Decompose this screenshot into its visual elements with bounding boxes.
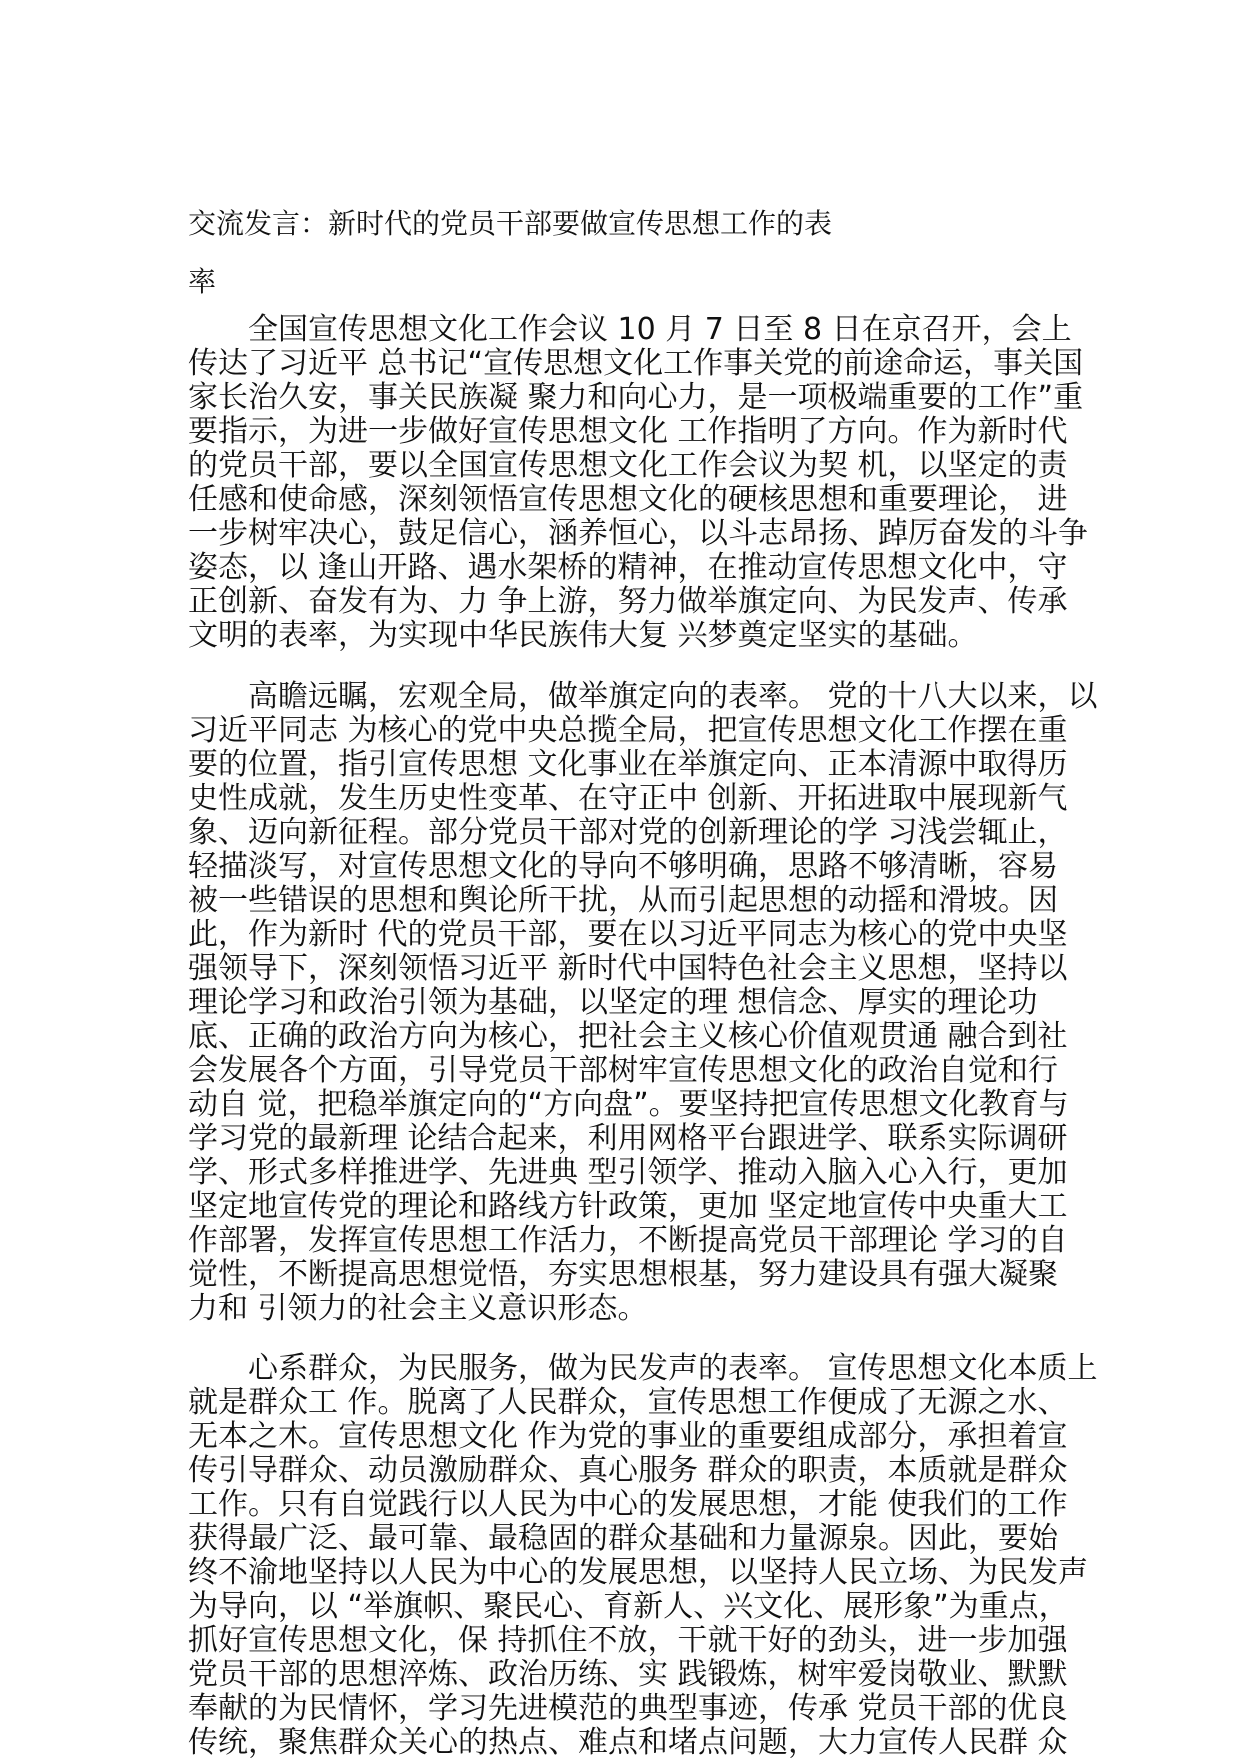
text-line: 无本之木。宣传思想文化 作为党的事业的重要组成部分，承担着宣 — [188, 1419, 1068, 1454]
text-line: 强领导下，深刻领悟习近平 新时代中国特色社会主义思想，坚持以 — [188, 951, 1068, 986]
text-line: 工作。只有自觉践行以人民为中心的发展思想，才能 使我们的工作 — [188, 1487, 1068, 1522]
text-line: 史性成就，发生历史性变革、在守正中 创新、开拓进取中展现新气 — [188, 781, 1068, 816]
text-line: 终不渝地坚持以人民为中心的发展思想，以坚持人民立场、为民发声 — [188, 1555, 1088, 1590]
text-line: 会发展各个方面，引导党员干部树牢宣传思想文化的政治自觉和行 — [188, 1053, 1058, 1088]
text-line: 心系群众，为民服务，做为民发声的表率。 宣传思想文化本质上 — [188, 1351, 1098, 1386]
text-line: 家长治久安，事关民族凝 聚力和向心力，是一项极端重要的工作”重 — [188, 380, 1084, 415]
text-line: 奉献的为民情怀，学习先进模范的典型事迹，传承 党员干部的优良 — [188, 1691, 1068, 1726]
text-line: 要指示，为进一步做好宣传思想文化 工作指明了方向。作为新时代 — [188, 414, 1068, 449]
text-line: 传引导群众、动员激励群众、真心服务 群众的职责，本质就是群众 — [188, 1453, 1068, 1488]
text-line: 文明的表率，为实现中华民族伟大复 兴梦奠定坚实的基础。 — [188, 618, 978, 653]
text-line: 学习党的最新理 论结合起来，利用网格平台跟进学、联系实际调研 — [188, 1121, 1068, 1156]
text-line: 象、迈向新征程。部分党员干部对党的创新理论的学 习浅尝辄止， — [188, 815, 1068, 850]
text-line: 正创新、奋发有为、力 争上游，努力做举旗定向、为民发声、传承 — [188, 584, 1068, 619]
text-line: 习近平同志 为核心的党中央总揽全局，把宣传思想文化工作摆在重 — [188, 713, 1068, 748]
text-line: 传达了习近平 总书记“宣传思想文化工作事关党的前途命运，事关国 — [188, 346, 1084, 381]
text-line: 底、正确的政治方向为核心，把社会主义核心价值观贯通 融合到社 — [188, 1019, 1068, 1054]
title-line: 交流发言：新时代的党员干部要做宣传思想工作的表 — [188, 207, 833, 240]
text-line: 学、形式多样推进学、先进典 型引领学、推动入脑入心入行，更加 — [188, 1155, 1068, 1190]
text-line: 党员干部的思想淬炼、政治历练、实 践锻炼，树牢爱岗敬业、默默 — [188, 1657, 1068, 1692]
paragraph-2 — [188, 679, 1098, 1326]
text-line: 动自 觉，把稳举旗定向的“方向盘”。要坚持把宣传思想文化教育与 — [188, 1087, 1069, 1122]
text-line: 就是群众工 作。脱离了人民群众，宣传思想工作便成了无源之水、 — [188, 1385, 1068, 1420]
text-line: 任感和使命感，深刻领悟宣传思想文化的硬核思想和重要理论， 进 — [188, 482, 1068, 517]
text-line: 姿态，以 逢山开路、遇水架桥的精神，在推动宣传思想文化中，守 — [188, 550, 1068, 585]
text-line: 的党员干部，要以全国宣传思想文化工作会议为契 机，以坚定的责 — [188, 448, 1068, 483]
paragraph-3 — [188, 1351, 1098, 1760]
text-line: 全国宣传思想文化工作会议 10 月 7 日至 8 日在京召开，会上 — [188, 312, 1072, 347]
text-line: 觉性，不断提高思想觉悟，夯实思想根基，努力建设具有强大凝聚 — [188, 1257, 1058, 1292]
text-line: 坚定地宣传党的理论和路线方针政策，更加 坚定地宣传中央重大工 — [188, 1189, 1068, 1224]
text-line: 作部署，发挥宣传思想工作活力，不断提高党员干部理论 学习的自 — [188, 1223, 1068, 1258]
text-line: 轻描淡写，对宣传思想文化的导向不够明确，思路不够清晰，容易 — [188, 849, 1058, 884]
document-title — [188, 195, 1068, 311]
text-line: 被一些错误的思想和舆论所干扰，从而引起思想的动摇和滑坡。因 — [188, 883, 1058, 918]
paragraph-1 — [188, 312, 1088, 653]
text-line: 获得最广泛、最可靠、最稳固的群众基础和力量源泉。因此，要始 — [188, 1521, 1058, 1556]
text-line: 要的位置，指引宣传思想 文化事业在举旗定向、正本清源中取得历 — [188, 747, 1068, 782]
text-line: 高瞻远瞩，宏观全局，做举旗定向的表率。 党的十八大以来，以 — [188, 679, 1098, 714]
text-line: 理论学习和政治引领为基础，以坚定的理 想信念、厚实的理论功 — [188, 985, 1038, 1020]
text-line: 为导向，以 “举旗帜、聚民心、育新人、兴文化、展形象”为重点， — [188, 1589, 1069, 1624]
text-line: 一步树牢决心，鼓足信心，涵养恒心，以斗志昂扬、踔厉奋发的斗争 — [188, 516, 1088, 551]
text-line: 抓好宣传思想文化，保 持抓住不放，干就干好的劲头，进一步加强 — [188, 1623, 1068, 1658]
text-line: 力和 引领力的社会主义意识形态。 — [188, 1291, 648, 1326]
text-line: 传统，聚焦群众关心的热点、难点和堵点问题，大力宣传人民群 众 — [188, 1725, 1068, 1760]
text-line: 此，作为新时 代的党员干部，要在以习近平同志为核心的党中央坚 — [188, 917, 1068, 952]
title-line: 率 — [188, 265, 217, 298]
